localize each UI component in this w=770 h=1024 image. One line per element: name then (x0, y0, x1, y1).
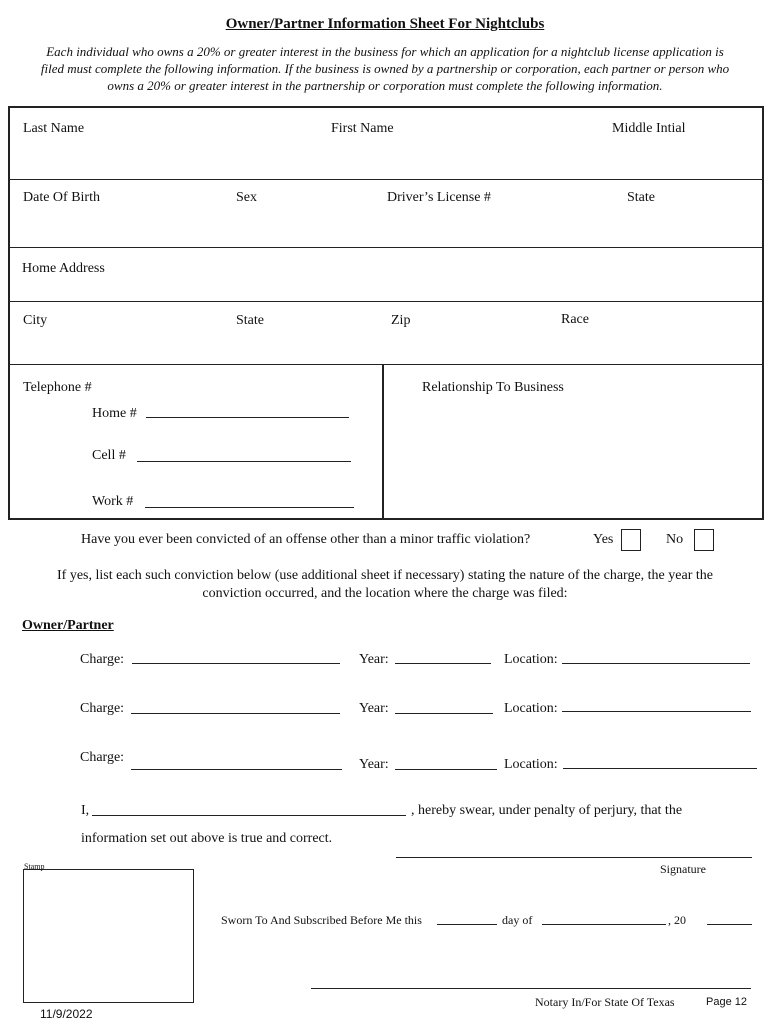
year-label: Year: (359, 652, 389, 667)
cell-phone-label: Cell # (92, 448, 126, 463)
home-phone-label: Home # (92, 406, 137, 421)
location-label: Location: (504, 757, 558, 772)
stamp-box (23, 869, 194, 1003)
charge-input[interactable] (131, 713, 340, 714)
first-name-field[interactable]: First Name (331, 121, 394, 136)
telephone-label: Telephone # (23, 380, 92, 395)
sworn-text: Sworn To And Subscribed Before Me this (221, 913, 422, 927)
oath-prefix: I, (81, 803, 90, 818)
year-twenty-label: , 20 (668, 913, 686, 927)
location-label: Location: (504, 701, 558, 716)
day-of-label: day of (502, 913, 533, 927)
charge-label: Charge: (80, 652, 125, 667)
state-field[interactable]: State (236, 313, 264, 328)
divider (8, 247, 764, 248)
year-input[interactable] (395, 663, 491, 664)
yes-label: Yes (593, 532, 614, 547)
home-address-field[interactable]: Home Address (22, 261, 105, 276)
sex-field[interactable]: Sex (236, 190, 257, 205)
yes-checkbox[interactable] (621, 529, 641, 551)
notary-signature-line[interactable] (311, 988, 751, 989)
no-label: No (666, 532, 684, 547)
sworn-month-input[interactable] (542, 924, 666, 925)
divider (8, 364, 764, 365)
document-date: 11/9/2022 (40, 1007, 93, 1021)
intro-line: Each individual who owns a 20% or greater interest in the business for which an application for a nightclub license application is (46, 44, 724, 59)
charge-label: Charge: (80, 750, 125, 765)
work-phone-input[interactable] (145, 507, 354, 508)
middle-initial-field[interactable]: Middle Intial (612, 121, 686, 136)
relationship-field[interactable]: Relationship To Business (422, 380, 564, 395)
year-label: Year: (359, 757, 389, 772)
location-input[interactable] (562, 663, 750, 664)
home-phone-input[interactable] (146, 417, 349, 418)
divider (8, 301, 764, 302)
last-name-field[interactable]: Last Name (23, 121, 85, 136)
license-state-field[interactable]: State (627, 190, 655, 205)
page-title: Owner/Partner Information Sheet For Nightclubs (225, 16, 545, 32)
sworn-year-input[interactable] (707, 924, 752, 925)
date-of-birth-field[interactable]: Date Of Birth (23, 190, 100, 205)
page-number: Page 12 (706, 996, 747, 1008)
race-field[interactable]: Race (561, 312, 589, 327)
location-input[interactable] (562, 711, 751, 712)
conviction-question: Have you ever been convicted of an offense other than a minor traffic violation? (81, 532, 531, 547)
instructions-line: If yes, list each such conviction below (use additional sheet if necessary) stating the nature of the charge, the year the (57, 568, 713, 583)
oath-suffix: , hereby swear, under penalty of perjury, that the (411, 803, 683, 818)
signature-label: Signature (660, 862, 706, 876)
divider (382, 364, 384, 520)
year-input[interactable] (395, 769, 497, 770)
zip-field[interactable]: Zip (391, 313, 411, 328)
city-field[interactable]: City (23, 313, 48, 328)
oath-line2: information set out above is true and correct. (81, 831, 333, 846)
stamp-label: Stamp (24, 862, 45, 871)
conviction-instructions (0, 567, 770, 603)
no-checkbox[interactable] (694, 529, 714, 551)
divider (8, 179, 764, 180)
year-input[interactable] (395, 713, 493, 714)
charge-label: Charge: (80, 701, 125, 716)
cell-phone-input[interactable] (137, 461, 351, 462)
intro-line: owns a 20% or greater interest in the partnership or corporation must complete the following information. (107, 78, 663, 93)
intro-paragraph (24, 43, 746, 94)
oath-name-input[interactable] (92, 815, 406, 816)
location-input[interactable] (563, 768, 757, 769)
notary-label: Notary In/For State Of Texas (535, 995, 675, 1009)
signature-line[interactable] (396, 857, 752, 858)
year-label: Year: (359, 701, 389, 716)
charge-input[interactable] (132, 663, 340, 664)
intro-line: filed must complete the following information. If the business is owned by a partnership or corporation, each partner or person who (40, 61, 730, 76)
drivers-license-field[interactable]: Driver’s License # (387, 190, 491, 205)
work-phone-label: Work # (92, 494, 134, 509)
sworn-day-input[interactable] (437, 924, 497, 925)
instructions-line: conviction occurred, and the location where the charge was filed: (202, 586, 568, 601)
charge-input[interactable] (131, 769, 342, 770)
owner-partner-heading: Owner/Partner (22, 618, 114, 633)
location-label: Location: (504, 652, 558, 667)
